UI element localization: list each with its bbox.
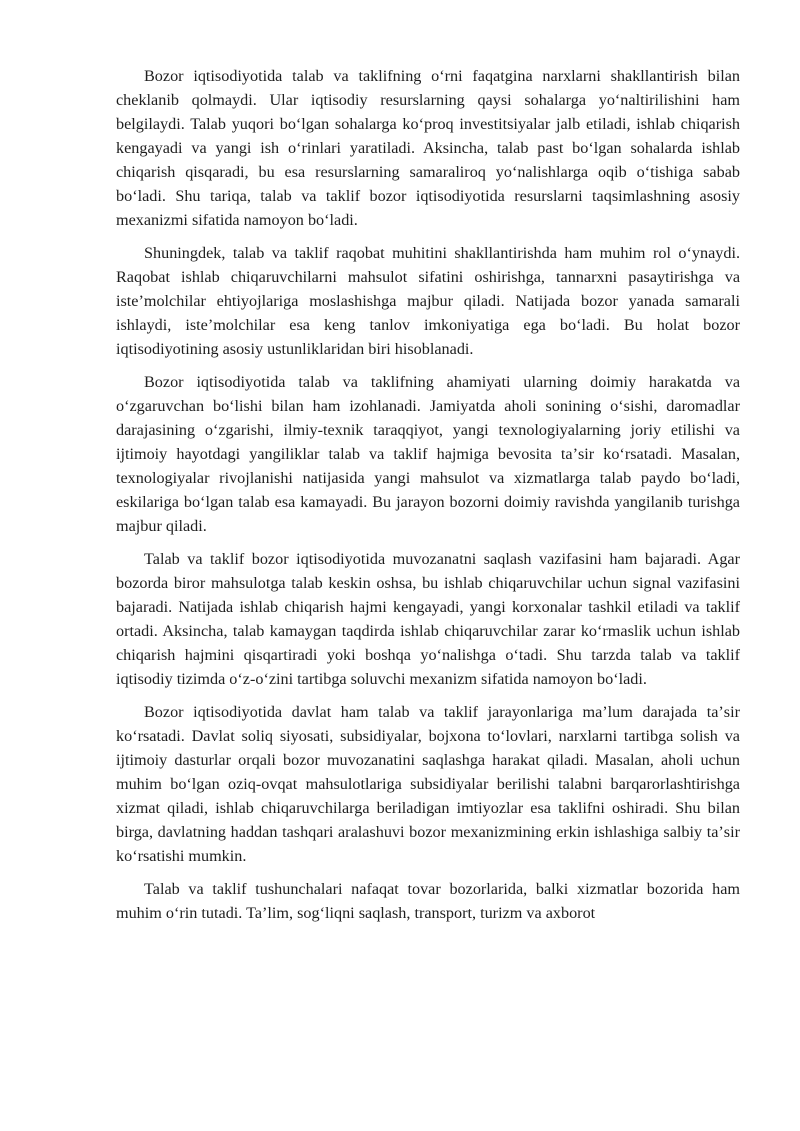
paragraph-dynamics: Bozor iqtisodiyotida talab va taklifning ahamiyati ularning doimiy harakatda va oʻzgaruvchan boʻlishi bilan ham izohlanadi. Jamiyatda aholi sonining oʻsishi, daromadlar darajasining oʻzgarishi, ilmiy-texnik taraqqiyot, yangi texnologiyalarning joriy etilishi va ijtimoiy hayotdagi yangiliklar talab va taklif hajmiga bevosita taʼsir koʻrsatadi. Masalan, texnologiyalar rivojlanishi natijasida yangi mahsulot va xizmatlarga talab paydo boʻladi, eskilariga boʻlgan talab esa kamayadi. Bu jarayon bozorni doimiy ravishda yangilanib turishga majbur qiladi. bbox=[116, 373, 740, 535]
paragraph-services-market: Talab va taklif tushunchalari nafaqat tovar bozorlarida, balki xizmatlar bozorida ham muhim oʻrin tutadi. Taʼlim, sogʻliqni saqlash, transport, turizm va axborot bbox=[116, 880, 740, 922]
paragraph-equilibrium: Talab va taklif bozor iqtisodiyotida muvozanatni saqlash vazifasini ham bajaradi. Agar bozorda biror mahsulotga talab keskin oshsa, bu ishlab chiqaruvchilar uchun signal vazifasini bajaradi. Natijada ishlab chiqarish hajmi kengayadi, yangi korxonalar tashkil etiladi va taklif ortadi. Aksincha, talab kamaygan taqdirda ishlab chiqaruvchilar zarar koʻrmaslik uchun ishlab chiqarish hajmini qisqartiradi yoki boshqa yoʻnalishga oʻtadi. Shu tarzda talab va taklif iqtisodiy tizimda oʻz-oʻzini tartibga soluvchi mexanizm sifatida namoyon boʻladi. bbox=[116, 550, 740, 688]
paragraph-competition: Shuningdek, talab va taklif raqobat muhitini shakllantirishda ham muhim rol oʻynaydi. Raqobat ishlab chiqaruvchilarni mahsulot sifatini oshirishga, tannarxni pasaytirishga va isteʼmolchilar ehtiyojlariga moslashishga majbur qiladi. Natijada bozor yanada samarali ishlaydi, isteʼmolchilar esa keng tanlov imkoniyatiga ega boʻladi. Bu holat bozor iqtisodiyotining asosiy ustunliklaridan biri hisoblanadi. bbox=[116, 244, 740, 358]
paragraph-resource-allocation: Bozor iqtisodiyotida talab va taklifning oʻrni faqatgina narxlarni shakllantirish bilan cheklanib qolmaydi. Ular iqtisodiy resurslarning qaysi sohalarga yoʻnaltirilishini ham belgilaydi. Talab yuqori boʻlgan sohalarga koʻproq investitsiyalar jalb etiladi, ishlab chiqarish kengayadi va yangi ish oʻrinlari yaratiladi. Aksincha, talab past boʻlgan sohalarda ishlab chiqarish qisqaradi, bu esa resurslarning samaraliroq yoʻnalishlarga oqib oʻtishiga sabab boʻladi. Shu tariqa, talab va taklif bozor iqtisodiyotida resurslarni taqsimlashning asosiy mexanizmi sifatida namoyon boʻladi. bbox=[116, 67, 740, 229]
document-page bbox=[116, 64, 740, 934]
paragraph-state-role: Bozor iqtisodiyotida davlat ham talab va taklif jarayonlariga maʼlum darajada taʼsir koʻrsatadi. Davlat soliq siyosati, subsidiyalar, bojxona toʻlovlari, narxlarni tartibga solish va ijtimoiy dasturlar orqali bozor muvozanatini saqlashga harakat qiladi. Masalan, aholi uchun muhim boʻlgan oziq-ovqat mahsulotlariga subsidiyalar berilishi talabni barqarorlashtirishga xizmat qiladi, ishlab chiqaruvchilarga beriladigan imtiyozlar esa taklifni oshiradi. Shu bilan birga, davlatning haddan tashqari aralashuvi bozor mexanizmining erkin ishlashiga salbiy taʼsir koʻrsatishi mumkin. bbox=[116, 703, 740, 865]
